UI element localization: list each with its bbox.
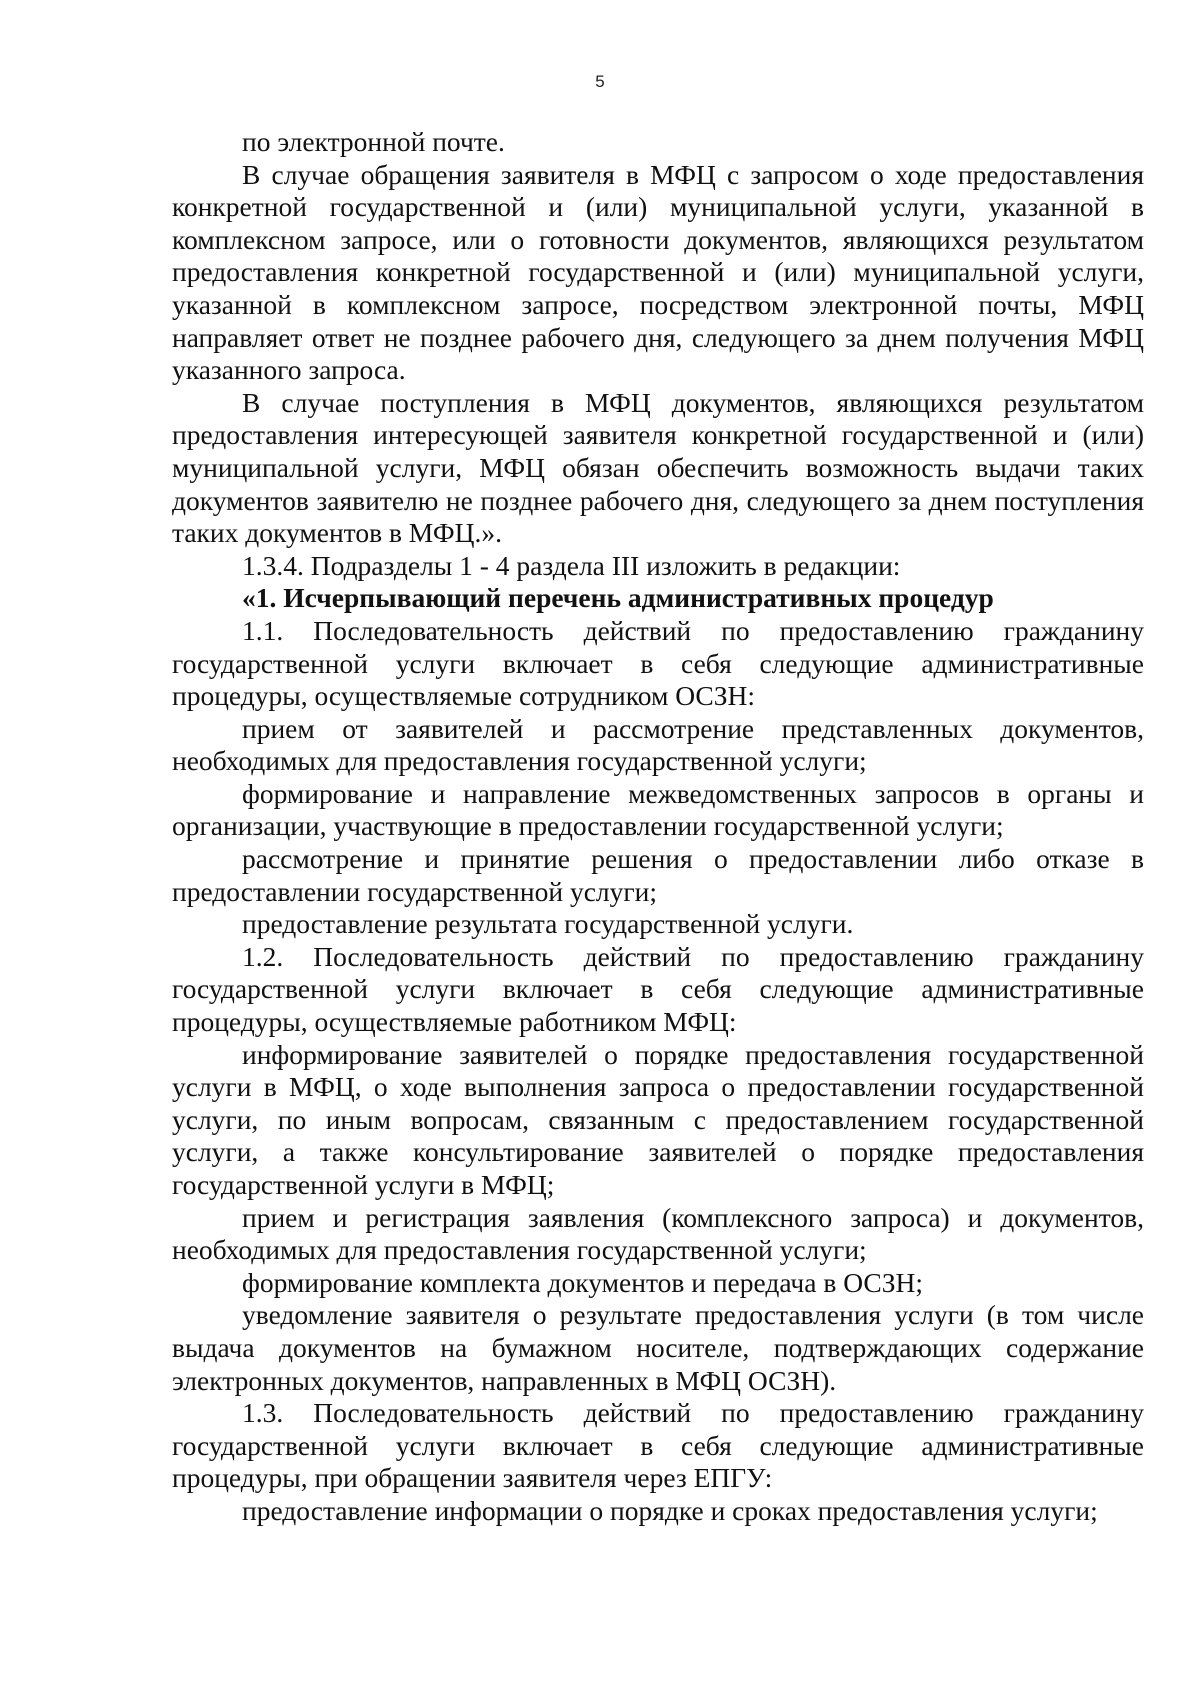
- paragraph: В случае поступления в МФЦ документов, являющихся результатом предоставления интересующей заявителя конкретной государственной и (или) муниципальной услуги, МФЦ обязан обеспечить возможность выдачи таких документов заявителю не позднее рабочего дня, следующего за днем поступления таких документов в МФЦ.».: [172, 386, 1144, 549]
- paragraph: 1.3.4. Подразделы 1 - 4 раздела III изложить в редакции:: [242, 549, 901, 581]
- paragraph: предоставление информации о порядке и сроках предоставления услуги;: [242, 1494, 1098, 1526]
- paragraph: по электронной почте.: [242, 126, 505, 157]
- paragraph: рассмотрение и принятие решения о предоставлении либо отказе в предоставлении государственной услуги;: [172, 843, 1144, 907]
- paragraph: 1.1. Последовательность действий по предоставлению гражданину государственной услуги включает в себя следующие административные процедуры, осуществляемые сотрудником ОСЗН:: [172, 614, 1144, 712]
- paragraph: формирование и направление межведомственных запросов в органы и организации, участвующие в предоставлении государственной услуги;: [172, 777, 1144, 842]
- document-body: [172, 126, 1144, 1528]
- paragraph: информирование заявителей о порядке предоставления государственной услуги в МФЦ, о ходе выполнения запроса о предоставлении государственной услуги, по иным вопросам, связанным с предоставлением государственной услуги, а также консультирование заявителей о порядке предоставления государственной услуги в МФЦ;: [172, 1038, 1144, 1200]
- paragraph: предоставление результата государственной услуги.: [242, 908, 854, 940]
- paragraph: формирование комплекта документов и передача в ОСЗН;: [242, 1266, 924, 1298]
- paragraph: 1.2. Последовательность действий по предоставлению гражданину государственной услуги включает в себя следующие административные процедуры, осуществляемые работником МФЦ:: [172, 940, 1144, 1038]
- page-number: 5: [595, 72, 605, 91]
- section-heading: «1. Исчерпывающий перечень административных процедур: [242, 582, 994, 614]
- paragraph: прием и регистрация заявления (комплексного запроса) и документов, необходимых для предоставления государственной услуги;: [172, 1201, 1144, 1266]
- paragraph: прием от заявителей и рассмотрение представленных документов, необходимых для предоставления государственной услуги;: [172, 712, 1144, 777]
- paragraph: 1.3. Последовательность действий по предоставлению гражданину государственной услуги включает в себя следующие административные процедуры, при обращении заявителя через ЕПГУ:: [172, 1397, 1144, 1494]
- paragraph: В случае обращения заявителя в МФЦ с запросом о ходе предоставления конкретной государственной и (или) муниципальной услуги, указанной в комплексном запросе, или о готовности документов, являющихся результатом предоставления конкретной государственной и (или) муниципальной услуги, указанной в комплексном запросе, посредством электронной почты, МФЦ направляет ответ не позднее рабочего дня, следующего за днем получения МФЦ указанного запроса.: [172, 158, 1144, 386]
- paragraph: уведомление заявителя о результате предоставления услуги (в том числе выдача документов на бумажном носителе, подтверждающих содержание электронных документов, направленных в МФЦ ОСЗН).: [172, 1299, 1144, 1396]
